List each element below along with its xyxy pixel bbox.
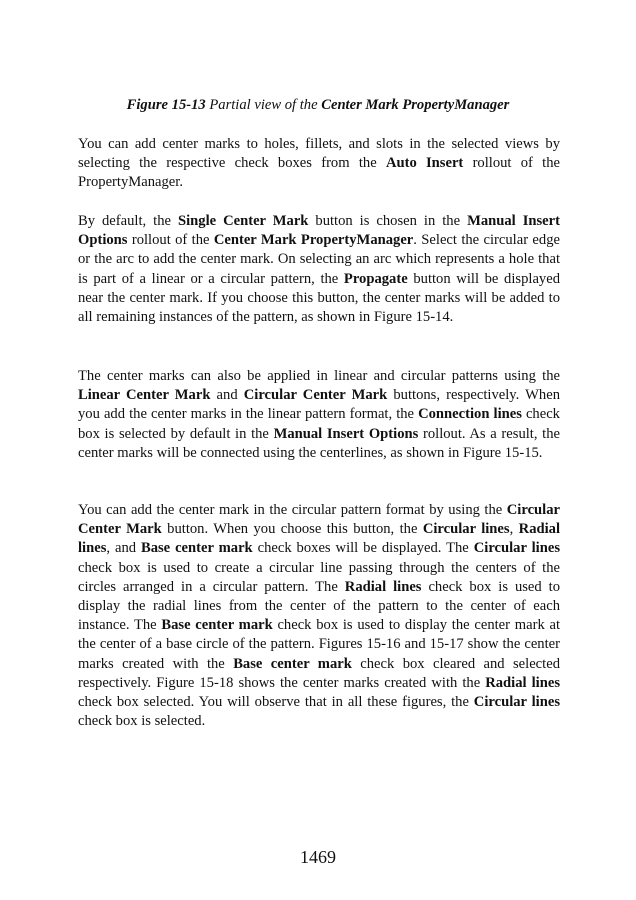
text-run: The center marks can also be applied in linear and circular patterns using the [78, 368, 560, 384]
bold-term: Center Mark PropertyManager [213, 232, 414, 249]
bold-term: Auto Insert [385, 155, 464, 172]
bold-term: Manual Insert Options [78, 213, 560, 249]
bold-term: Radial lines [485, 674, 560, 691]
caption-text: Partial view of the [205, 97, 322, 113]
text-run: check boxes will be displayed. The [252, 540, 474, 557]
bold-term: Circular Center Mark [243, 387, 388, 404]
text-run: button will be displayed near the center mark. If you choose this button, the center marks will be added to all remaining instances of the pattern, as shown in Figure 15-14. [78, 270, 560, 326]
bold-term: Radial lines [344, 578, 422, 595]
text-run: check box is selected. [78, 713, 206, 730]
page-number: 1469 [300, 847, 336, 867]
bold-term: Radial lines [78, 521, 561, 557]
caption-bold-term: Center Mark PropertyManager [321, 97, 510, 113]
text-run: and [210, 387, 244, 404]
paragraph-linear-circular [78, 367, 560, 463]
text-run: check box is selected by default in the [78, 406, 560, 442]
text-run: button is chosen in the [308, 213, 468, 229]
bold-term: Connection lines [418, 406, 522, 423]
bold-term: Base center mark [161, 617, 273, 634]
bold-term: Circular Center Mark [78, 502, 560, 538]
bold-term: Propagate [343, 270, 408, 287]
text-run: rollout of the PropertyManager. [78, 155, 560, 191]
paragraph-single-center-mark [78, 212, 560, 327]
bold-term: Base center mark [140, 540, 253, 557]
paragraph-auto-insert [78, 135, 560, 193]
text-run: button. When you choose this button, the [161, 521, 423, 538]
bold-term: Manual Insert Options [273, 425, 419, 442]
text-run: , [509, 521, 519, 538]
bold-term: Circular lines [422, 521, 510, 538]
paragraph-circular-pattern [78, 501, 560, 731]
bold-term: Circular lines [473, 540, 560, 557]
figure-label: Figure 15-13 [126, 97, 206, 113]
bold-term: Base center mark [233, 655, 352, 672]
text-run: You can add center marks to holes, fillets, and slots in the selected views by selecting the respective check boxes from the [78, 136, 560, 172]
text-run: By default, the [78, 213, 178, 229]
text-run: , and [106, 540, 141, 557]
figure-caption [0, 96, 636, 115]
text-run: buttons, respectively. When you add the center marks in the linear pattern format, the [78, 387, 560, 423]
text-run: rollout. As a result, the center marks will be connected using the centerlines, as shown in Figure 15-15. [78, 425, 560, 461]
text-run: check box is used to display the radial lines from the center of the pattern to the center of each instance. The [78, 578, 561, 634]
text-run: check box cleared and selected respectively. Figure 15-18 shows the center marks created with the [78, 655, 560, 691]
text-run: check box is used to display the center mark at the center of a base circle of the pattern. Figures 15-16 and 15-17 show the center marks created with the [78, 617, 561, 672]
bold-term: Single Center Mark [177, 213, 309, 229]
text-run: . Select the circular edge or the arc to add the center mark. On selecting an arc which represents a hole that is part of a linear or a circular pattern, the [78, 232, 560, 287]
text-run: You can add the center mark in the circular pattern format by using the [78, 502, 507, 518]
text-run: check box is used to create a circular line passing through the centers of the circles arranged in a circular pattern. The [78, 559, 560, 595]
bold-term: Linear Center Mark [78, 387, 211, 404]
text-run: rollout of the [127, 232, 214, 249]
text-run: check box selected. You will observe that in all these figures, the [78, 694, 474, 711]
bold-term: Circular lines [473, 694, 560, 711]
